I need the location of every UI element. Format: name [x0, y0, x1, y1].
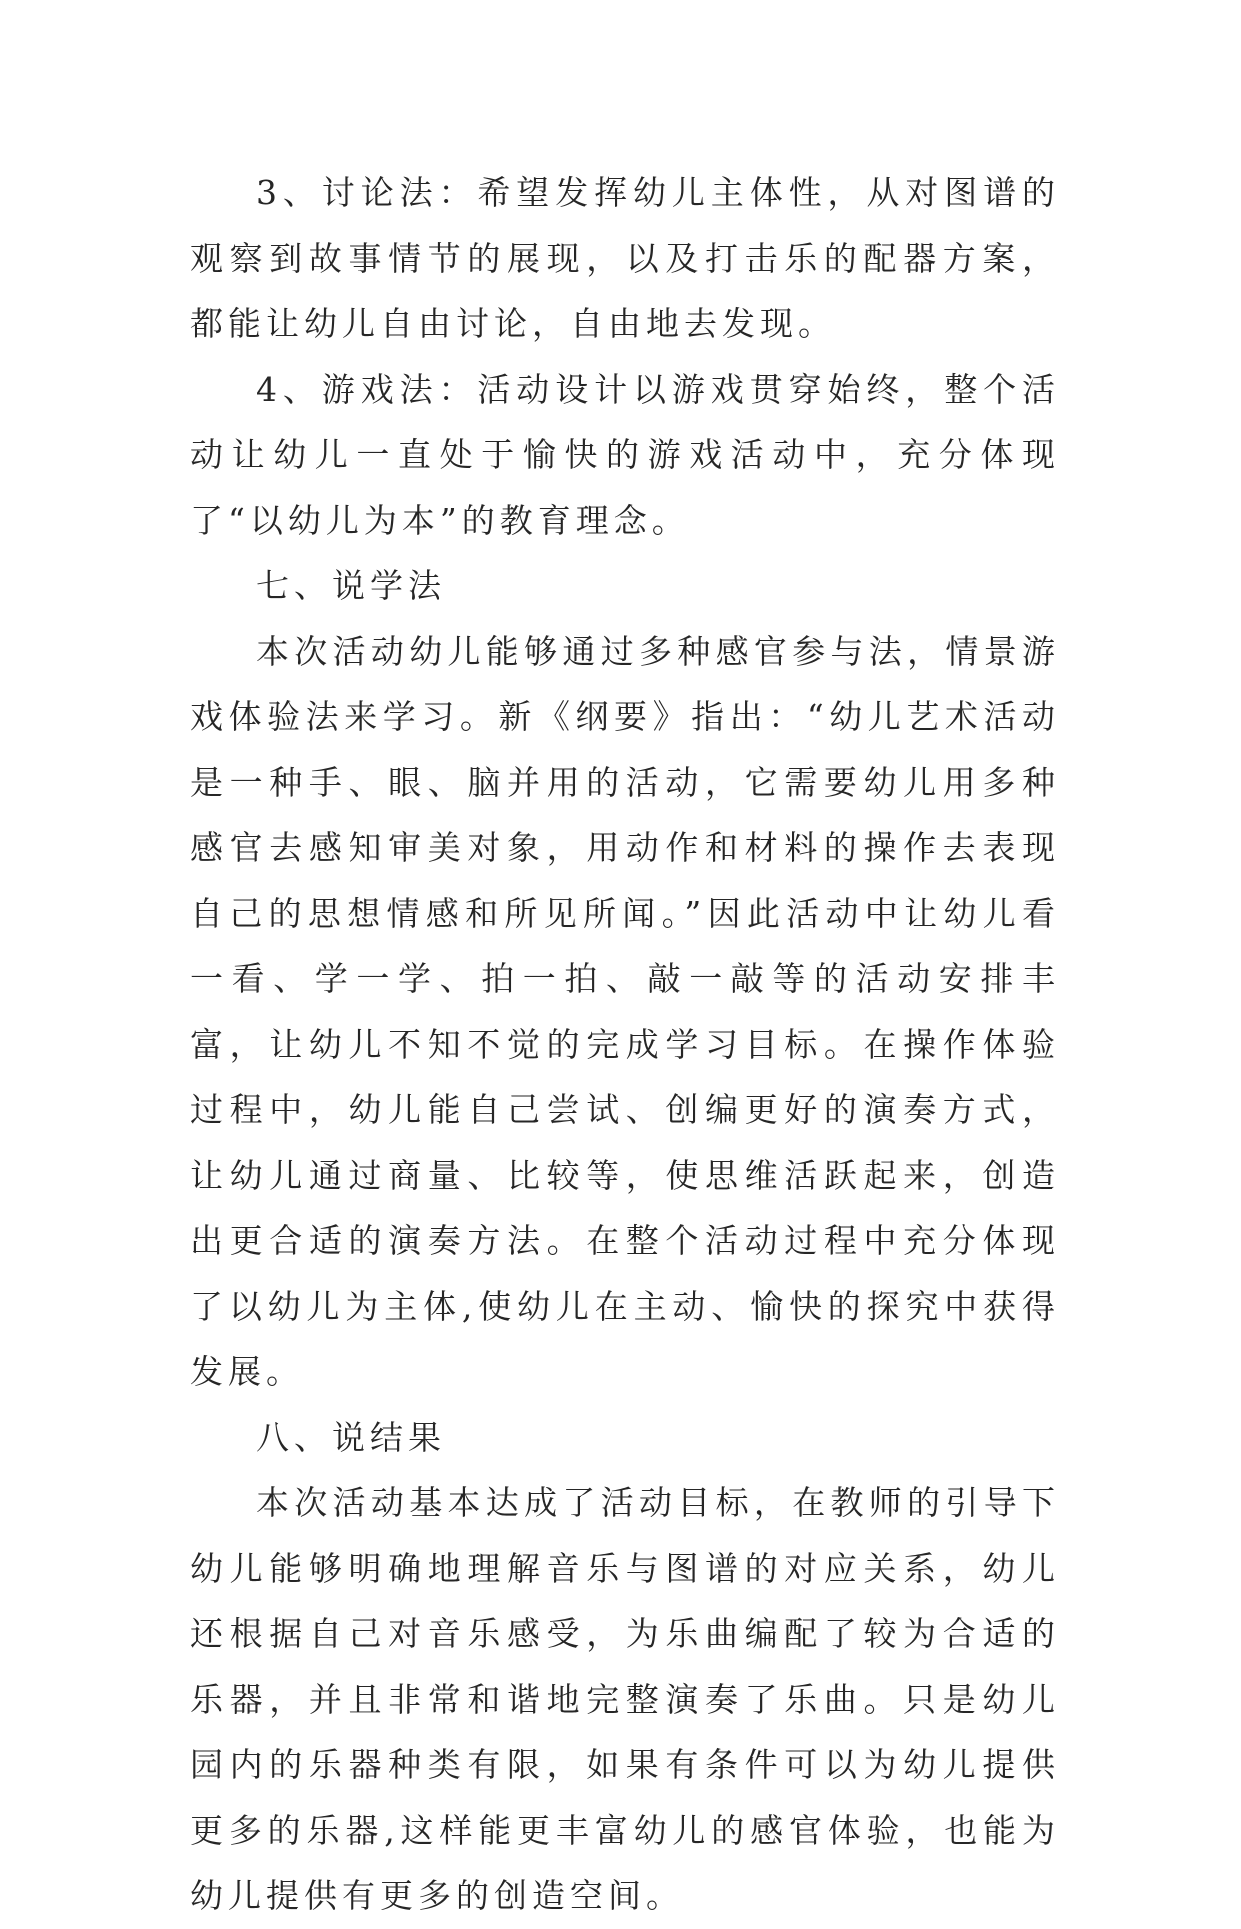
section-heading-learning-method: 七、说学法 — [256, 566, 446, 605]
paragraph-game-method: 4、游戏法：活动设计以游戏贯穿始终，整个活动让幼儿一直处于愉快的游戏活动中，充分体现了“以幼儿为本”的教育理念。 — [190, 369, 1060, 540]
section-heading-results: 八、说结果 — [256, 1417, 446, 1457]
paragraph-learning-method: 本次活动幼儿能够通过多种感官参与法，情景游戏体验法来学习。新《纲要》指出：“幼儿艺术活动是一种手、眼、脑并用的活动，它需要幼儿用多种感官去感知审美对象，用动作和材料的操作去表现自己的思想情感和所见所闻。”因此活动中让幼儿看一看、学一学、拍一拍、敲一敲等的活动安排丰富，让幼儿不知不觉的完成学习目标。在操作体验过程中，幼儿能自己尝试、创编更好的演奏方式，让幼儿通过商量、比较等，使思维活跃起来，创造出更合适的演奏方法。在整个活动过程中充分体现了以幼儿为主体,使幼儿在主动、愉快的探究中获得发展。 — [190, 631, 1060, 1391]
paragraph-results: 本次活动基本达成了活动目标，在教师的引导下幼儿能够明确地理解音乐与图谱的对应关系，幼儿还根据自己对音乐感受，为乐曲编配了较为合适的乐器，并且非常和谐地完整演奏了乐曲。只是幼儿园内的乐器种类有限，如果有条件可以为幼儿提供更多的乐器,这样能更丰富幼儿的感官体验，也能为幼儿提供有更多的创造空间。 — [190, 1483, 1060, 1915]
paragraph-discussion-method: 3、讨论法：希望发挥幼儿主体性，从对图谱的观察到故事情节的展现，以及打击乐的配器方案，都能让幼儿自由讨论，自由地去发现。 — [190, 173, 1060, 343]
document-body — [190, 160, 1060, 1929]
